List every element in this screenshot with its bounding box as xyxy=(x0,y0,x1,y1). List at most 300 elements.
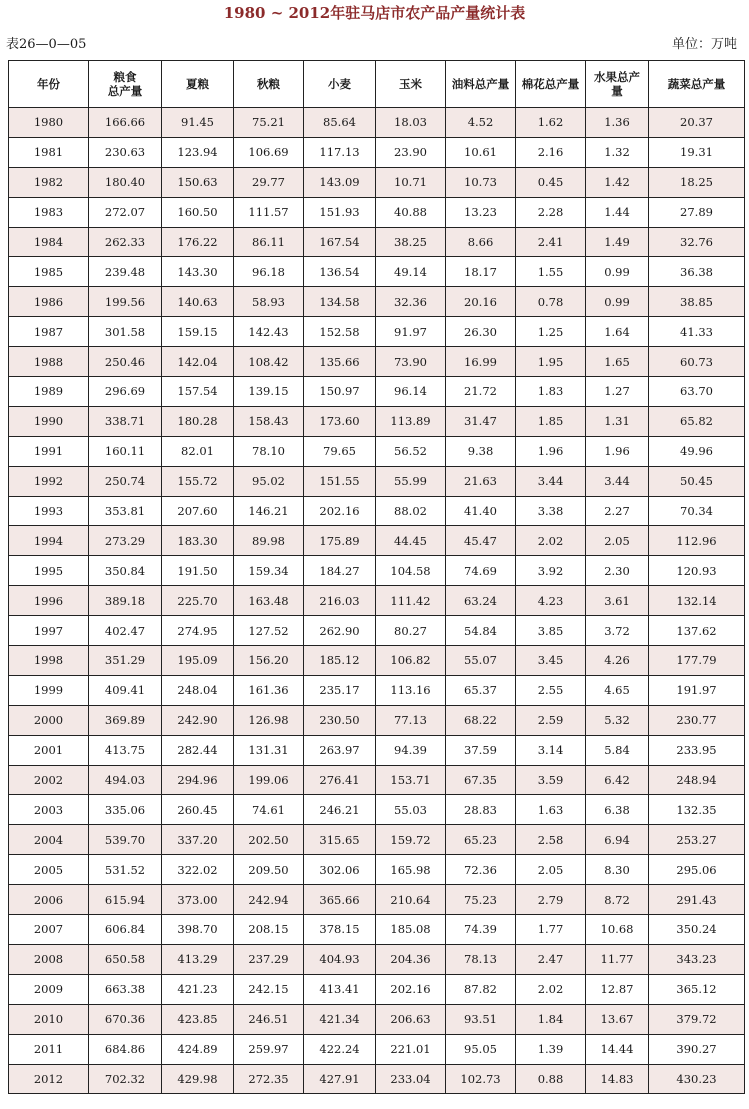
cell-year: 2010 xyxy=(9,1004,89,1034)
cell-summer-grain: 337.20 xyxy=(162,825,234,855)
cell-cotton: 3.85 xyxy=(516,616,586,646)
cell-corn: 185.08 xyxy=(376,915,446,945)
cell-vegetables: 230.77 xyxy=(649,705,745,735)
cell-grain-total: 650.58 xyxy=(89,944,162,974)
cell-cotton: 2.02 xyxy=(516,526,586,556)
page-title: 1980 ~ 2012年驻马店市农产品产量统计表 xyxy=(223,4,526,22)
table-row xyxy=(9,855,745,885)
cell-vegetables: 18.25 xyxy=(649,167,745,197)
cell-corn: 55.03 xyxy=(376,795,446,825)
cell-oil-crops: 20.16 xyxy=(446,287,516,317)
cell-summer-grain: 282.44 xyxy=(162,735,234,765)
cell-autumn-grain: 209.50 xyxy=(234,855,304,885)
cell-year: 2004 xyxy=(9,825,89,855)
cell-year: 1998 xyxy=(9,646,89,676)
cell-autumn-grain: 158.43 xyxy=(234,406,304,436)
cell-autumn-grain: 199.06 xyxy=(234,765,304,795)
cell-wheat: 235.17 xyxy=(304,675,376,705)
table-row xyxy=(9,735,745,765)
cell-autumn-grain: 242.15 xyxy=(234,974,304,1004)
cell-year: 1993 xyxy=(9,496,89,526)
cell-autumn-grain: 75.21 xyxy=(234,108,304,138)
cell-cotton: 2.79 xyxy=(516,885,586,915)
cell-oil-crops: 10.61 xyxy=(446,137,516,167)
table-row xyxy=(9,137,745,167)
cell-fruit: 2.30 xyxy=(586,556,649,586)
cell-year: 2008 xyxy=(9,944,89,974)
cell-grain-total: 684.86 xyxy=(89,1034,162,1064)
cell-autumn-grain: 108.42 xyxy=(234,347,304,377)
cell-corn: 206.63 xyxy=(376,1004,446,1034)
cell-vegetables: 36.38 xyxy=(649,257,745,287)
cell-oil-crops: 21.63 xyxy=(446,466,516,496)
cell-grain-total: 663.38 xyxy=(89,974,162,1004)
cell-fruit: 3.72 xyxy=(586,616,649,646)
cell-autumn-grain: 159.34 xyxy=(234,556,304,586)
cell-wheat: 136.54 xyxy=(304,257,376,287)
table-row xyxy=(9,915,745,945)
header-summer-grain: 夏粮 xyxy=(162,61,234,108)
cell-wheat: 404.93 xyxy=(304,944,376,974)
cell-corn: 204.36 xyxy=(376,944,446,974)
cell-vegetables: 350.24 xyxy=(649,915,745,945)
cell-summer-grain: 159.15 xyxy=(162,317,234,347)
cell-vegetables: 60.73 xyxy=(649,347,745,377)
table-row xyxy=(9,556,745,586)
cell-grain-total: 369.89 xyxy=(89,705,162,735)
cell-cotton: 1.85 xyxy=(516,406,586,436)
table-row xyxy=(9,616,745,646)
table-row xyxy=(9,167,745,197)
cell-year: 1996 xyxy=(9,586,89,616)
cell-vegetables: 137.62 xyxy=(649,616,745,646)
cell-cotton: 1.25 xyxy=(516,317,586,347)
cell-autumn-grain: 161.36 xyxy=(234,675,304,705)
cell-wheat: 315.65 xyxy=(304,825,376,855)
cell-oil-crops: 78.13 xyxy=(446,944,516,974)
cell-oil-crops: 65.23 xyxy=(446,825,516,855)
cell-fruit: 2.05 xyxy=(586,526,649,556)
table-row xyxy=(9,108,745,138)
table-row xyxy=(9,1004,745,1034)
cell-fruit: 8.30 xyxy=(586,855,649,885)
cell-wheat: 276.41 xyxy=(304,765,376,795)
cell-wheat: 85.64 xyxy=(304,108,376,138)
cell-grain-total: 301.58 xyxy=(89,317,162,347)
header-grain-total: 粮食 总产量 xyxy=(89,61,162,108)
cell-wheat: 202.16 xyxy=(304,496,376,526)
cell-grain-total: 389.18 xyxy=(89,586,162,616)
unit-label: 单位：万吨 xyxy=(671,37,737,52)
cell-fruit: 12.87 xyxy=(586,974,649,1004)
cell-year: 1986 xyxy=(9,287,89,317)
cell-wheat: 167.54 xyxy=(304,227,376,257)
cell-cotton: 2.59 xyxy=(516,705,586,735)
cell-autumn-grain: 95.02 xyxy=(234,466,304,496)
cell-corn: 56.52 xyxy=(376,436,446,466)
cell-grain-total: 262.33 xyxy=(89,227,162,257)
cell-wheat: 246.21 xyxy=(304,795,376,825)
cell-fruit: 1.44 xyxy=(586,197,649,227)
cell-autumn-grain: 146.21 xyxy=(234,496,304,526)
table-row xyxy=(9,526,745,556)
cell-grain-total: 531.52 xyxy=(89,855,162,885)
cell-vegetables: 63.70 xyxy=(649,377,745,407)
cell-fruit: 0.99 xyxy=(586,287,649,317)
cell-summer-grain: 274.95 xyxy=(162,616,234,646)
cell-wheat: 134.58 xyxy=(304,287,376,317)
cell-vegetables: 390.27 xyxy=(649,1034,745,1064)
cell-autumn-grain: 89.98 xyxy=(234,526,304,556)
cell-summer-grain: 423.85 xyxy=(162,1004,234,1034)
cell-oil-crops: 74.39 xyxy=(446,915,516,945)
cell-year: 2000 xyxy=(9,705,89,735)
cell-oil-crops: 75.23 xyxy=(446,885,516,915)
cell-cotton: 0.88 xyxy=(516,1064,586,1094)
table-row xyxy=(9,825,745,855)
table-row xyxy=(9,317,745,347)
cell-fruit: 3.61 xyxy=(586,586,649,616)
cell-corn: 38.25 xyxy=(376,227,446,257)
cell-grain-total: 353.81 xyxy=(89,496,162,526)
cell-fruit: 6.94 xyxy=(586,825,649,855)
cell-summer-grain: 398.70 xyxy=(162,915,234,945)
cell-wheat: 413.41 xyxy=(304,974,376,1004)
cell-oil-crops: 10.73 xyxy=(446,167,516,197)
table-row xyxy=(9,1034,745,1064)
cell-grain-total: 250.74 xyxy=(89,466,162,496)
cell-cotton: 3.59 xyxy=(516,765,586,795)
table-row xyxy=(9,646,745,676)
cell-cotton: 3.44 xyxy=(516,466,586,496)
cell-fruit: 6.38 xyxy=(586,795,649,825)
cell-fruit: 1.31 xyxy=(586,406,649,436)
header-corn: 玉米 xyxy=(376,61,446,108)
cell-cotton: 2.47 xyxy=(516,944,586,974)
cell-vegetables: 27.89 xyxy=(649,197,745,227)
cell-summer-grain: 176.22 xyxy=(162,227,234,257)
cell-wheat: 152.58 xyxy=(304,317,376,347)
cell-wheat: 263.97 xyxy=(304,735,376,765)
cell-year: 1983 xyxy=(9,197,89,227)
cell-oil-crops: 21.72 xyxy=(446,377,516,407)
cell-vegetables: 38.85 xyxy=(649,287,745,317)
cell-vegetables: 343.23 xyxy=(649,944,745,974)
cell-vegetables: 41.33 xyxy=(649,317,745,347)
cell-summer-grain: 248.04 xyxy=(162,675,234,705)
cell-fruit: 6.42 xyxy=(586,765,649,795)
cell-year: 2012 xyxy=(9,1064,89,1094)
header-year: 年份 xyxy=(9,61,89,108)
table-row xyxy=(9,1064,745,1094)
cell-autumn-grain: 111.57 xyxy=(234,197,304,227)
cell-fruit: 1.96 xyxy=(586,436,649,466)
cell-summer-grain: 207.60 xyxy=(162,496,234,526)
cell-vegetables: 253.27 xyxy=(649,825,745,855)
cell-year: 1995 xyxy=(9,556,89,586)
cell-grain-total: 239.48 xyxy=(89,257,162,287)
cell-cotton: 1.55 xyxy=(516,257,586,287)
cell-grain-total: 351.29 xyxy=(89,646,162,676)
cell-grain-total: 350.84 xyxy=(89,556,162,586)
cell-autumn-grain: 142.43 xyxy=(234,317,304,347)
cell-grain-total: 702.32 xyxy=(89,1064,162,1094)
cell-fruit: 4.26 xyxy=(586,646,649,676)
cell-cotton: 2.02 xyxy=(516,974,586,1004)
cell-vegetables: 65.82 xyxy=(649,406,745,436)
cell-grain-total: 272.07 xyxy=(89,197,162,227)
header-fruit: 水果总产 量 xyxy=(586,61,649,108)
table-row xyxy=(9,944,745,974)
cell-summer-grain: 123.94 xyxy=(162,137,234,167)
cell-vegetables: 365.12 xyxy=(649,974,745,1004)
cell-fruit: 14.44 xyxy=(586,1034,649,1064)
cell-oil-crops: 102.73 xyxy=(446,1064,516,1094)
table-row xyxy=(9,227,745,257)
table-row xyxy=(9,795,745,825)
cell-fruit: 13.67 xyxy=(586,1004,649,1034)
production-table xyxy=(8,60,745,1094)
cell-vegetables: 295.06 xyxy=(649,855,745,885)
cell-wheat: 151.55 xyxy=(304,466,376,496)
cell-corn: 210.64 xyxy=(376,885,446,915)
cell-summer-grain: 242.90 xyxy=(162,705,234,735)
cell-fruit: 5.84 xyxy=(586,735,649,765)
cell-grain-total: 606.84 xyxy=(89,915,162,945)
cell-vegetables: 112.96 xyxy=(649,526,745,556)
cell-vegetables: 50.45 xyxy=(649,466,745,496)
cell-fruit: 2.27 xyxy=(586,496,649,526)
cell-oil-crops: 31.47 xyxy=(446,406,516,436)
cell-fruit: 1.49 xyxy=(586,227,649,257)
cell-grain-total: 166.66 xyxy=(89,108,162,138)
cell-grain-total: 494.03 xyxy=(89,765,162,795)
cell-year: 1988 xyxy=(9,347,89,377)
cell-year: 2002 xyxy=(9,765,89,795)
cell-wheat: 427.91 xyxy=(304,1064,376,1094)
table-row xyxy=(9,377,745,407)
cell-vegetables: 291.43 xyxy=(649,885,745,915)
cell-grain-total: 160.11 xyxy=(89,436,162,466)
cell-wheat: 175.89 xyxy=(304,526,376,556)
cell-vegetables: 248.94 xyxy=(649,765,745,795)
table-row xyxy=(9,765,745,795)
cell-autumn-grain: 96.18 xyxy=(234,257,304,287)
table-code: 表26—0—05 xyxy=(6,37,87,52)
cell-wheat: 421.34 xyxy=(304,1004,376,1034)
cell-year: 1987 xyxy=(9,317,89,347)
cell-summer-grain: 421.23 xyxy=(162,974,234,1004)
table-row xyxy=(9,885,745,915)
cell-summer-grain: 424.89 xyxy=(162,1034,234,1064)
cell-oil-crops: 37.59 xyxy=(446,735,516,765)
cell-summer-grain: 150.63 xyxy=(162,167,234,197)
cell-grain-total: 230.63 xyxy=(89,137,162,167)
cell-autumn-grain: 259.97 xyxy=(234,1034,304,1064)
cell-oil-crops: 93.51 xyxy=(446,1004,516,1034)
cell-cotton: 3.14 xyxy=(516,735,586,765)
cell-corn: 55.99 xyxy=(376,466,446,496)
cell-summer-grain: 294.96 xyxy=(162,765,234,795)
cell-vegetables: 191.97 xyxy=(649,675,745,705)
cell-year: 2003 xyxy=(9,795,89,825)
cell-summer-grain: 191.50 xyxy=(162,556,234,586)
cell-grain-total: 273.29 xyxy=(89,526,162,556)
cell-year: 2001 xyxy=(9,735,89,765)
cell-cotton: 2.16 xyxy=(516,137,586,167)
cell-corn: 165.98 xyxy=(376,855,446,885)
cell-oil-crops: 54.84 xyxy=(446,616,516,646)
cell-grain-total: 250.46 xyxy=(89,347,162,377)
cell-summer-grain: 195.09 xyxy=(162,646,234,676)
cell-cotton: 1.39 xyxy=(516,1034,586,1064)
cell-autumn-grain: 242.94 xyxy=(234,885,304,915)
cell-wheat: 151.93 xyxy=(304,197,376,227)
cell-autumn-grain: 156.20 xyxy=(234,646,304,676)
cell-grain-total: 199.56 xyxy=(89,287,162,317)
cell-summer-grain: 91.45 xyxy=(162,108,234,138)
cell-fruit: 1.32 xyxy=(586,137,649,167)
cell-oil-crops: 13.23 xyxy=(446,197,516,227)
cell-cotton: 0.45 xyxy=(516,167,586,197)
cell-autumn-grain: 58.93 xyxy=(234,287,304,317)
cell-corn: 10.71 xyxy=(376,167,446,197)
cell-cotton: 1.84 xyxy=(516,1004,586,1034)
cell-cotton: 3.38 xyxy=(516,496,586,526)
table-row xyxy=(9,496,745,526)
cell-fruit: 11.77 xyxy=(586,944,649,974)
cell-vegetables: 430.23 xyxy=(649,1064,745,1094)
cell-oil-crops: 26.30 xyxy=(446,317,516,347)
table-row xyxy=(9,287,745,317)
cell-year: 2009 xyxy=(9,974,89,1004)
cell-cotton: 1.96 xyxy=(516,436,586,466)
cell-corn: 23.90 xyxy=(376,137,446,167)
cell-year: 1999 xyxy=(9,675,89,705)
cell-oil-crops: 67.35 xyxy=(446,765,516,795)
cell-corn: 104.58 xyxy=(376,556,446,586)
table-row xyxy=(9,436,745,466)
cell-wheat: 117.13 xyxy=(304,137,376,167)
cell-summer-grain: 142.04 xyxy=(162,347,234,377)
table-row xyxy=(9,586,745,616)
cell-corn: 44.45 xyxy=(376,526,446,556)
header-row xyxy=(9,61,745,108)
table-row xyxy=(9,257,745,287)
cell-oil-crops: 9.38 xyxy=(446,436,516,466)
cell-oil-crops: 45.47 xyxy=(446,526,516,556)
cell-oil-crops: 72.36 xyxy=(446,855,516,885)
cell-grain-total: 670.36 xyxy=(89,1004,162,1034)
cell-fruit: 8.72 xyxy=(586,885,649,915)
cell-autumn-grain: 163.48 xyxy=(234,586,304,616)
table-row xyxy=(9,347,745,377)
header-oil-crops: 油料总产量 xyxy=(446,61,516,108)
cell-cotton: 3.45 xyxy=(516,646,586,676)
cell-cotton: 4.23 xyxy=(516,586,586,616)
cell-corn: 32.36 xyxy=(376,287,446,317)
cell-year: 1982 xyxy=(9,167,89,197)
cell-vegetables: 379.72 xyxy=(649,1004,745,1034)
cell-vegetables: 32.76 xyxy=(649,227,745,257)
cell-year: 2006 xyxy=(9,885,89,915)
header-wheat: 小麦 xyxy=(304,61,376,108)
cell-grain-total: 296.69 xyxy=(89,377,162,407)
cell-corn: 40.88 xyxy=(376,197,446,227)
cell-year: 1980 xyxy=(9,108,89,138)
cell-fruit: 1.36 xyxy=(586,108,649,138)
header-cotton: 棉花总产量 xyxy=(516,61,586,108)
cell-corn: 49.14 xyxy=(376,257,446,287)
cell-fruit: 5.32 xyxy=(586,705,649,735)
table-row xyxy=(9,705,745,735)
cell-corn: 159.72 xyxy=(376,825,446,855)
cell-corn: 233.04 xyxy=(376,1064,446,1094)
cell-wheat: 173.60 xyxy=(304,406,376,436)
cell-oil-crops: 16.99 xyxy=(446,347,516,377)
cell-corn: 153.71 xyxy=(376,765,446,795)
cell-autumn-grain: 126.98 xyxy=(234,705,304,735)
cell-corn: 106.82 xyxy=(376,646,446,676)
cell-corn: 88.02 xyxy=(376,496,446,526)
cell-vegetables: 120.93 xyxy=(649,556,745,586)
cell-year: 2007 xyxy=(9,915,89,945)
cell-cotton: 0.78 xyxy=(516,287,586,317)
cell-fruit: 3.44 xyxy=(586,466,649,496)
cell-oil-crops: 87.82 xyxy=(446,974,516,1004)
cell-year: 2011 xyxy=(9,1034,89,1064)
cell-cotton: 2.28 xyxy=(516,197,586,227)
cell-vegetables: 70.34 xyxy=(649,496,745,526)
cell-vegetables: 132.14 xyxy=(649,586,745,616)
cell-cotton: 3.92 xyxy=(516,556,586,586)
cell-autumn-grain: 131.31 xyxy=(234,735,304,765)
cell-year: 1989 xyxy=(9,377,89,407)
cell-corn: 113.16 xyxy=(376,675,446,705)
cell-wheat: 262.90 xyxy=(304,616,376,646)
cell-grain-total: 180.40 xyxy=(89,167,162,197)
cell-oil-crops: 18.17 xyxy=(446,257,516,287)
cell-fruit: 4.65 xyxy=(586,675,649,705)
cell-summer-grain: 155.72 xyxy=(162,466,234,496)
cell-corn: 113.89 xyxy=(376,406,446,436)
cell-corn: 111.42 xyxy=(376,586,446,616)
cell-summer-grain: 143.30 xyxy=(162,257,234,287)
cell-year: 1991 xyxy=(9,436,89,466)
cell-oil-crops: 95.05 xyxy=(446,1034,516,1064)
cell-autumn-grain: 139.15 xyxy=(234,377,304,407)
cell-year: 1981 xyxy=(9,137,89,167)
cell-summer-grain: 373.00 xyxy=(162,885,234,915)
cell-fruit: 1.64 xyxy=(586,317,649,347)
cell-wheat: 150.97 xyxy=(304,377,376,407)
cell-cotton: 2.58 xyxy=(516,825,586,855)
cell-autumn-grain: 237.29 xyxy=(234,944,304,974)
cell-vegetables: 49.96 xyxy=(649,436,745,466)
cell-fruit: 1.27 xyxy=(586,377,649,407)
cell-corn: 18.03 xyxy=(376,108,446,138)
cell-wheat: 185.12 xyxy=(304,646,376,676)
cell-corn: 80.27 xyxy=(376,616,446,646)
cell-cotton: 2.55 xyxy=(516,675,586,705)
cell-summer-grain: 157.54 xyxy=(162,377,234,407)
cell-corn: 221.01 xyxy=(376,1034,446,1064)
cell-cotton: 1.62 xyxy=(516,108,586,138)
cell-summer-grain: 160.50 xyxy=(162,197,234,227)
cell-wheat: 422.24 xyxy=(304,1034,376,1064)
cell-autumn-grain: 272.35 xyxy=(234,1064,304,1094)
table-row xyxy=(9,466,745,496)
